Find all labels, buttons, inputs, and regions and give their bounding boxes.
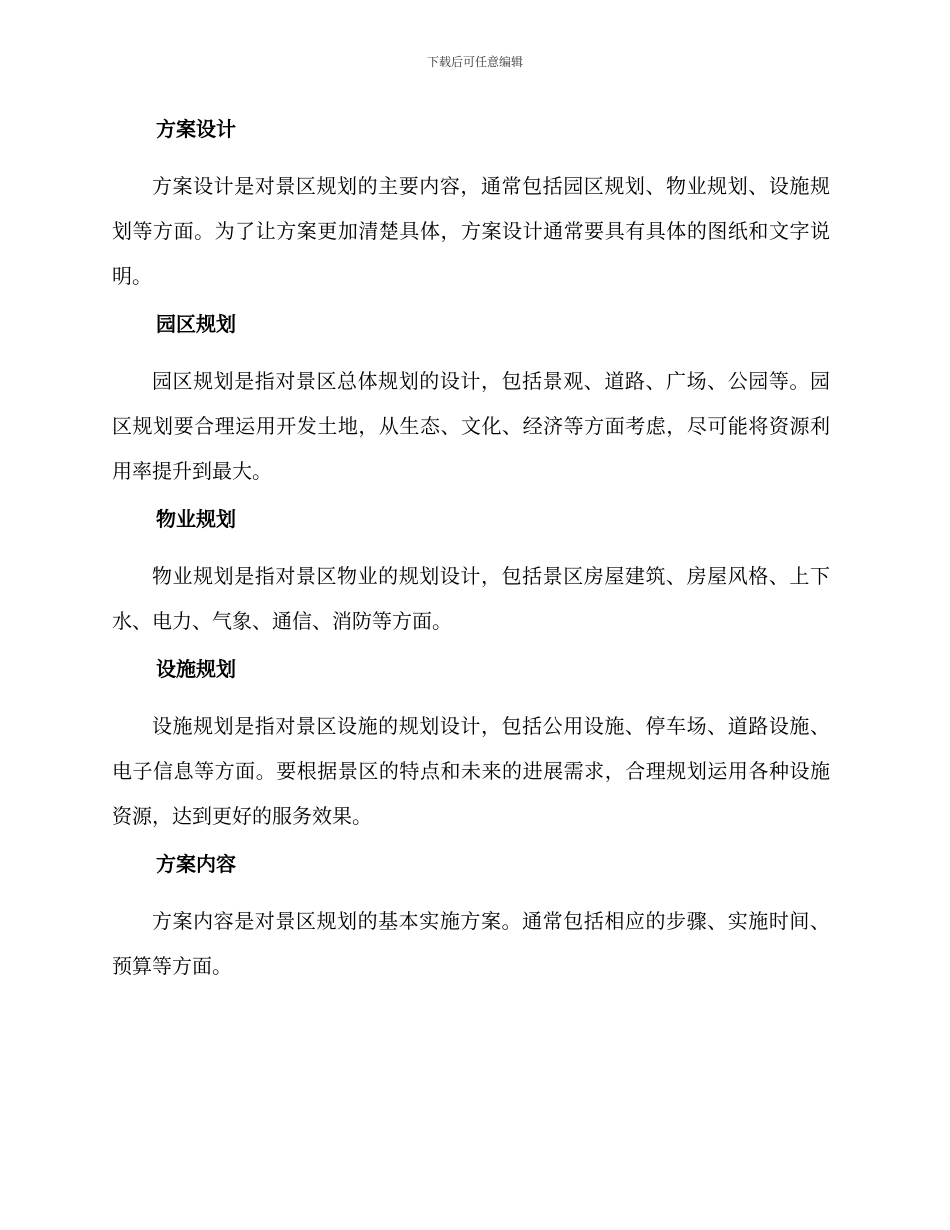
section-body-scheme-content: 方案内容是对景区规划的基本实施方案。通常包括相应的步骤、实施时间、预算等方面。: [112, 909, 830, 978]
section-heading-park-planning: 园区规划: [156, 312, 236, 336]
section-body-park-planning: 园区规划是指对景区总体规划的设计，包括景观、道路、广场、公园等。园区规划要合理运用开发土地，从生态、文化、经济等方面考虑，尽可能将资源利用率提升到最大。: [112, 369, 830, 483]
page-header: 下载后可任意编辑: [426, 55, 523, 69]
section-heading-property-planning: 物业规划: [156, 507, 236, 531]
document-content: [112, 112, 830, 989]
section-body-facility-planning: 设施规划是指对景区设施的规划设计，包括公用设施、停车场、道路设施、电子信息等方面。要根据景区的特点和未来的进展需求，合理规划运用各种设施资源，达到更好的服务效果。: [112, 714, 830, 828]
section-heading-scheme-content: 方案内容: [156, 852, 236, 876]
section-body-scheme-design: 方案设计是对景区规划的主要内容，通常包括园区规划、物业规划、设施规划等方面。为了让方案更加清楚具体，方案设计通常要具有具体的图纸和文字说明。: [112, 174, 830, 288]
section-heading-scheme-design: 方案设计: [156, 117, 236, 141]
section-body-property-planning: 物业规划是指对景区物业的规划设计，包括景区房屋建筑、房屋风格、上下水、电力、气象、通信、消防等方面。: [112, 564, 830, 633]
section-heading-facility-planning: 设施规划: [156, 657, 236, 681]
